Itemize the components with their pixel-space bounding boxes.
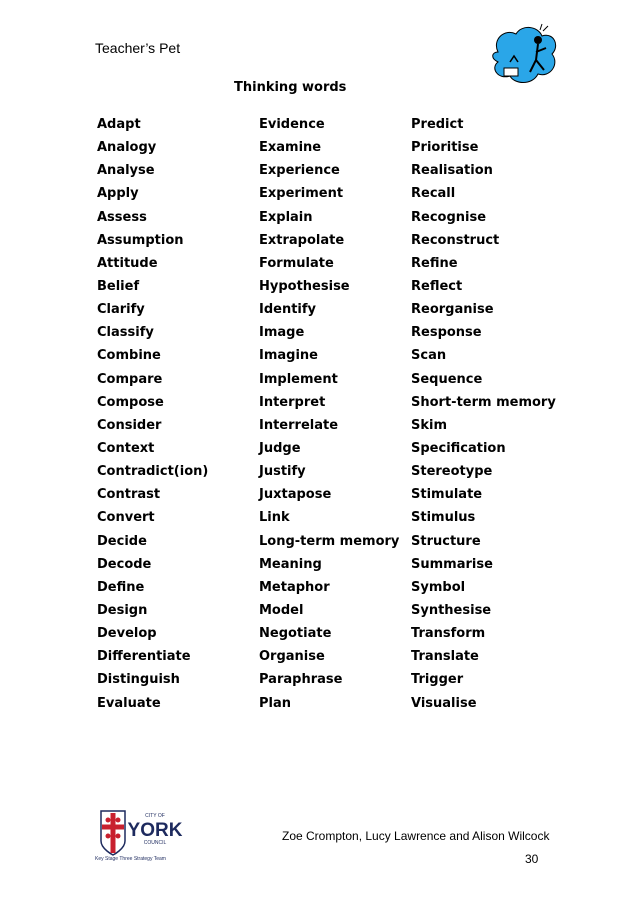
word-cell: Reorganise (411, 302, 494, 318)
word-cell: Assumption (97, 232, 184, 248)
word-cell: Paraphrase (259, 672, 343, 688)
word-cell: Belief (97, 278, 140, 294)
word-cell: Juxtapose (259, 487, 332, 503)
word-cell: Synthesise (411, 602, 492, 618)
word-cell: Judge (259, 440, 301, 456)
word-cell: Meaning (259, 556, 322, 572)
word-cell: Transform (411, 626, 486, 642)
word-cell: Justify (259, 464, 306, 480)
word-cell: Evaluate (97, 695, 161, 711)
logo-team: Key Stage Three Strategy Team (95, 856, 166, 862)
word-cell: Model (259, 602, 304, 618)
word-cell: Structure (411, 533, 481, 549)
word-cell: Trigger (411, 672, 464, 688)
word-cell: Stereotype (411, 464, 493, 480)
word-cell: Visualise (411, 695, 477, 711)
word-cell: Imagine (259, 348, 318, 364)
word-cell: Decide (97, 533, 147, 549)
word-cell: Convert (97, 510, 155, 526)
word-cell: Interpret (259, 394, 326, 410)
word-cell: Summarise (411, 556, 493, 572)
word-cell: Image (259, 325, 305, 341)
word-cell: Analyse (97, 163, 155, 179)
word-cell: Classify (97, 325, 154, 341)
word-cell: Realisation (411, 163, 493, 179)
word-cell: Apply (97, 186, 139, 202)
logo-council: COUNCIL (143, 840, 167, 846)
word-cell: Identify (259, 302, 317, 318)
word-cell: Differentiate (97, 649, 191, 665)
word-cell: Consider (97, 417, 162, 433)
word-cell: Analogy (97, 140, 157, 156)
word-cell: Negotiate (259, 626, 332, 642)
page-number: 30 (525, 852, 539, 866)
word-cell: Combine (97, 348, 161, 364)
word-cell: Decode (97, 556, 152, 572)
word-cell: Attitude (97, 255, 158, 271)
word-cell: Develop (97, 626, 157, 642)
word-cell: Clarify (97, 302, 145, 318)
word-cell: Sequence (411, 371, 483, 387)
word-cell: Predict (411, 117, 464, 132)
word-cell: Compare (97, 371, 163, 387)
word-cell: Interrelate (259, 417, 339, 433)
word-cell: Experience (259, 163, 340, 179)
word-cell: Explain (259, 209, 313, 225)
word-cell: Translate (411, 649, 479, 665)
word-cell: Response (411, 325, 482, 341)
page-title: Thinking words (234, 80, 347, 95)
word-cell: Link (259, 510, 290, 526)
word-cell: Adapt (97, 117, 141, 132)
word-cell: Skim (411, 417, 448, 433)
word-cell: Extrapolate (259, 232, 345, 248)
word-cell: Assess (97, 209, 147, 225)
word-cell: Prioritise (411, 140, 479, 156)
word-cell: Stimulate (411, 487, 483, 503)
word-cell: Short-term memory (411, 394, 556, 410)
word-cell: Context (97, 440, 155, 456)
word-cell: Contradict(ion) (97, 464, 209, 480)
clipart-icon (488, 22, 560, 88)
word-cell: Evidence (259, 117, 325, 132)
word-cell: Symbol (411, 579, 466, 595)
logo-name: YORK (127, 820, 183, 841)
word-cell: Contrast (97, 487, 161, 503)
word-cell: Scan (411, 348, 447, 364)
word-cell: Formulate (259, 255, 334, 271)
word-cell: Implement (259, 371, 338, 387)
word-cell: Recognise (411, 209, 487, 225)
word-cell: Refine (411, 255, 458, 271)
word-cell: Stimulus (411, 510, 476, 526)
logo-city-of: CITY OF (145, 813, 165, 819)
word-cell: Examine (259, 140, 322, 156)
word-cell: Reconstruct (411, 232, 500, 248)
word-cell: Compose (97, 394, 164, 410)
authors-credit: Zoe Crompton, Lucy Lawrence and Alison Wilcock (282, 829, 550, 843)
word-cell: Design (97, 602, 148, 618)
word-cell: Hypothesise (259, 278, 350, 294)
word-cell: Define (97, 579, 145, 595)
word-cell: Reflect (411, 278, 463, 294)
word-cell: Distinguish (97, 672, 180, 688)
header-title: Teacher’s Pet (95, 40, 181, 56)
york-council-logo (93, 807, 193, 863)
word-cell: Long-term memory (259, 533, 400, 549)
word-cell: Experiment (259, 186, 344, 202)
word-cell: Recall (411, 186, 456, 202)
word-cell: Metaphor (259, 579, 330, 595)
word-cell: Plan (259, 695, 292, 711)
word-cell: Specification (411, 440, 506, 456)
word-cell: Organise (259, 649, 325, 665)
